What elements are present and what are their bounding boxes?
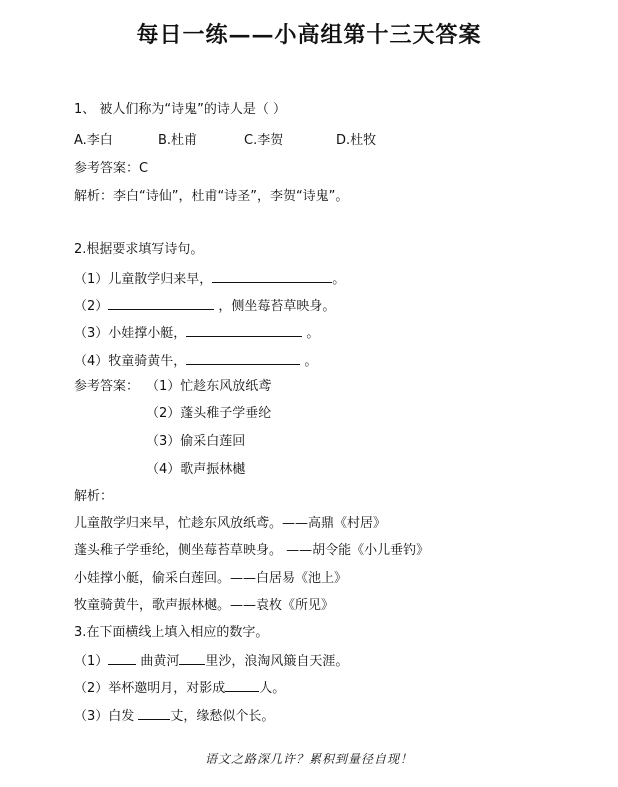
q3-item-3-a: （3）白发: [74, 709, 139, 724]
q2-item-2-prefix: （2）: [74, 299, 109, 314]
q3-item-1-blank-2: [179, 651, 205, 665]
q1-options: [74, 132, 376, 150]
q1-option-d: D.杜牧: [336, 133, 377, 148]
q3-item-3-b: 丈，缘愁似个长。: [170, 709, 275, 724]
q2-item-1-prefix: （1）儿童散学归来早，: [74, 272, 213, 287]
q1-answer: 参考答案：C: [74, 161, 149, 176]
q3-item-1-blank-1: [108, 651, 136, 665]
q2-item-3-prefix: （3）小娃撑小艇，: [74, 326, 187, 341]
q2-item-1: [74, 269, 345, 289]
q2-analysis-line-3: 小娃撑小艇，偷采白莲回。——白居易《池上》: [74, 571, 348, 586]
page-title: 每日一练——小高组第十三天答案: [136, 22, 482, 48]
q2-item-2: [74, 296, 335, 316]
q2-item-4-blank: [186, 351, 300, 365]
q3-item-2: [74, 678, 285, 698]
q2-question: 2.根据要求填写诗句。: [74, 242, 204, 257]
q2-item-3-suffix: 。: [302, 326, 320, 341]
q1-analysis: 解析：李白“诗仙”，杜甫“诗圣”，李贺“诗鬼”。: [74, 189, 349, 204]
q3-item-3: [74, 706, 274, 726]
q1-option-a: A.李白: [74, 133, 113, 148]
q2-answer-1: （1）忙趁东风放纸鸢: [146, 379, 272, 394]
q2-analysis-line-4: 牧童骑黄牛，歌声振林樾。——袁枚《所见》: [74, 598, 335, 613]
q2-analysis-label: 解析：: [74, 489, 114, 504]
q1-option-b: B.杜甫: [158, 133, 198, 148]
q2-item-3: [74, 323, 319, 343]
q2-item-1-blank: [212, 269, 332, 283]
q2-item-2-blank: [108, 296, 214, 310]
q2-item-2-suffix: ，侧坐莓苔草映身。: [214, 299, 336, 314]
q3-item-1-b: 曲黄河: [136, 654, 180, 669]
q2-analysis-line-1: 儿童散学归来早，忙趁东风放纸鸢。——高鼎《村居》: [74, 516, 387, 531]
q3-item-2-blank: [225, 678, 259, 692]
q1-question: 1、 被人们称为“诗鬼”的诗人是（ ）: [74, 102, 287, 117]
q2-item-3-blank: [186, 323, 302, 337]
q3-item-2-a: （2）举杯邀明月，对影成: [74, 681, 226, 696]
q2-answer-2: （2）蓬头稚子学垂纶: [146, 406, 272, 421]
page-footer: 语文之路深几许？累积到量径自现！: [204, 752, 413, 766]
q2-analysis-line-2: 蓬头稚子学垂纶，侧坐莓苔草映身。 ——胡令能《小儿垂钓》: [74, 543, 430, 558]
q1-option-c: C.李贺: [244, 133, 284, 148]
q3-question: 3.在下面横线上填入相应的数字。: [74, 625, 269, 640]
q2-item-1-suffix: 。: [332, 272, 346, 287]
q3-item-1-c: 里沙，浪淘风簸自天涯。: [205, 654, 349, 669]
q3-item-1: [74, 651, 348, 671]
q2-item-4: [74, 351, 317, 371]
q3-item-2-b: 人。: [259, 681, 286, 696]
q2-item-4-prefix: （4）牧童骑黄牛，: [74, 354, 187, 369]
q2-answer-3: （3）偷采白莲回: [146, 434, 246, 449]
q2-item-4-suffix: 。: [300, 354, 318, 369]
q3-item-1-a: （1）: [74, 654, 109, 669]
q2-answer-label: 参考答案：: [74, 379, 140, 394]
q3-item-3-blank: [138, 706, 170, 720]
q2-answer-4: （4）歌声振林樾: [146, 462, 246, 477]
